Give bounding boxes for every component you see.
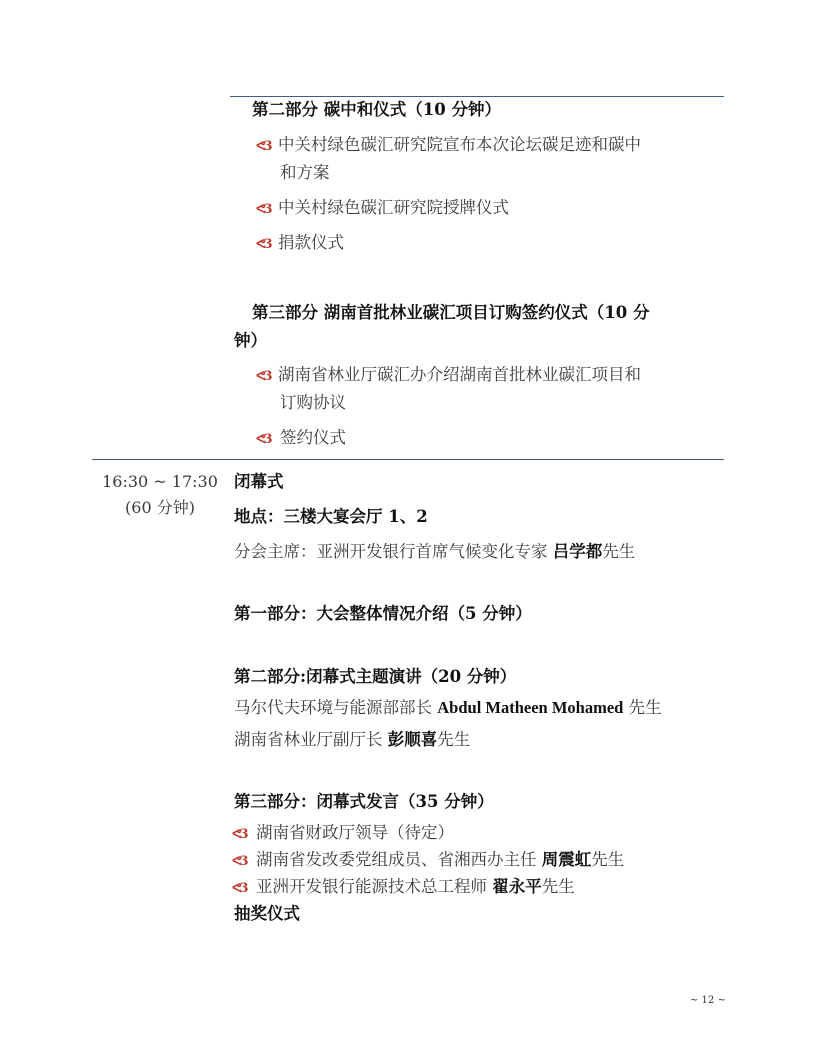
bullet-icon: ᕙ3 — [256, 432, 271, 447]
section-heading-signing-continuation: 钟） — [234, 331, 267, 350]
bullet-icon: ᕙ3 — [232, 881, 247, 896]
speaker-line: 湖南省林业厅副厅长 彭顺喜先生 — [234, 730, 471, 749]
closing-part3-heading: 第三部分：闭幕式发言（35 分钟） — [234, 792, 494, 811]
speaker-line: 马尔代夫环境与能源部部长 Abdul Matheen Mohamed 先生 — [234, 698, 662, 717]
bullet-icon: ᕙ3 — [256, 139, 271, 154]
closing-title: 闭幕式 — [234, 472, 284, 491]
duration: (60 分钟) — [125, 498, 195, 517]
remark-line: ᕙ3 亚洲开发银行能源技术总工程师 翟永平先生 — [232, 876, 575, 900]
list-item-continuation: 订购协议 — [280, 393, 346, 412]
closing-part2-heading: 第二部分:闭幕式主题演讲（20 分钟） — [234, 667, 517, 686]
lottery-heading: 抽奖仪式 — [234, 904, 300, 923]
list-item: ᕙ3 捐款仪式 — [256, 232, 344, 256]
list-item-continuation: 和方案 — [280, 163, 330, 182]
closing-chair: 分会主席：亚洲开发银行首席气候变化专家 吕学都先生 — [234, 542, 636, 561]
list-item: ᕙ3 中关村绿色碳汇研究院宣布本次论坛碳足迹和碳中 — [256, 134, 641, 158]
bullet-icon: ᕙ3 — [256, 237, 271, 252]
bullet-icon: ᕙ3 — [232, 854, 247, 869]
top-rule — [230, 96, 724, 97]
remark-line: ᕙ3 湖南省财政厅领导（待定） — [232, 822, 454, 846]
section-heading-carbon-neutral: 第二部分 碳中和仪式（10 分钟） — [252, 100, 501, 119]
closing-location: 地点：三楼大宴会厅 1、2 — [234, 507, 428, 526]
section-heading-signing: 第三部分 湖南首批林业碳汇项目订购签约仪式（10 分 — [252, 303, 650, 322]
list-item: ᕙ3 湖南省林业厅碳汇办介绍湖南首批林业碳汇项目和 — [256, 364, 641, 388]
page-number: ~ 12 ~ — [690, 995, 726, 1006]
bullet-icon: ᕙ3 — [232, 827, 247, 842]
closing-part1-heading: 第一部分：大会整体情况介绍（5 分钟） — [234, 604, 532, 623]
list-item: ᕙ3 中关村绿色碳汇研究院授牌仪式 — [256, 197, 509, 221]
bullet-icon: ᕙ3 — [256, 202, 271, 217]
list-item: ᕙ3 签约仪式 — [256, 427, 346, 451]
bullet-icon: ᕙ3 — [256, 369, 271, 384]
section-rule — [92, 459, 724, 460]
remark-line: ᕙ3 湖南省发改委党组成员、省湘西办主任 周震虹先生 — [232, 849, 624, 873]
time-range: 16:30 ~ 17:30 — [102, 472, 218, 491]
